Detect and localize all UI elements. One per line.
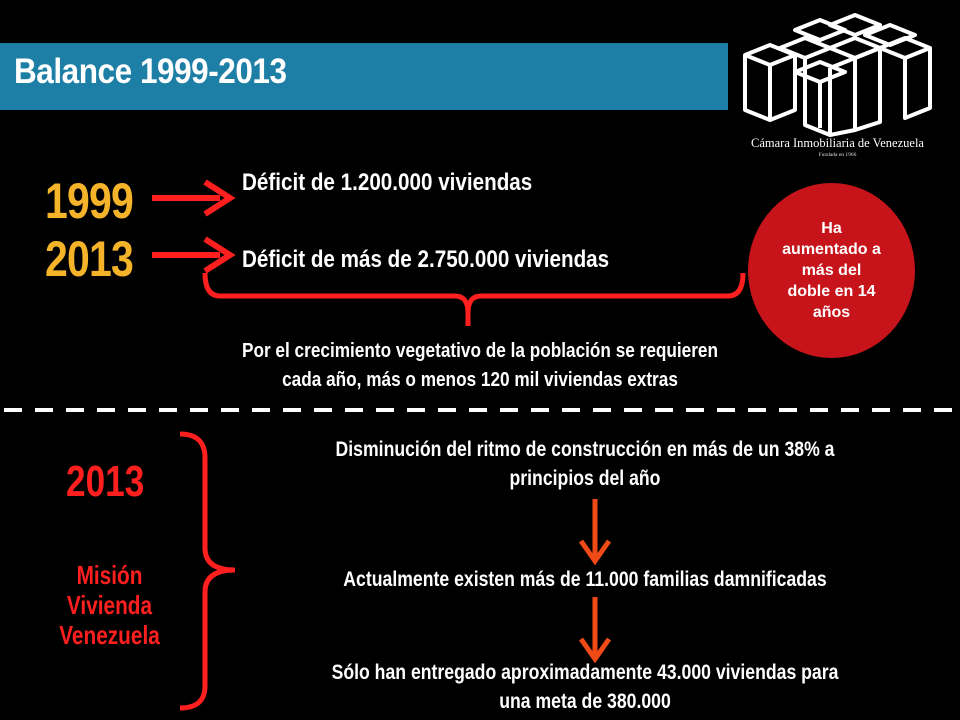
logo-founded: Fundada en 1966 bbox=[818, 152, 857, 158]
logo-name: Cámara Inmobiliaria de Venezuela bbox=[751, 136, 924, 150]
bracket-horizontal-icon bbox=[200, 268, 750, 330]
growth-note bbox=[153, 337, 807, 395]
year-1999: 1999 bbox=[45, 173, 133, 229]
item-construction-line2: principios del año bbox=[509, 467, 661, 490]
circle-note: Ha aumentado a más del doble en 14 años bbox=[782, 220, 881, 321]
year-2013-lower: 2013 bbox=[66, 457, 145, 506]
growth-note-line2: cada año, más o menos 120 mil viviendas extras bbox=[282, 369, 678, 391]
item-families: Actualmente existen más de 11.000 familias damnificadas bbox=[343, 568, 827, 591]
mission-line1: Misión bbox=[76, 560, 143, 590]
item-deliveries bbox=[270, 658, 900, 716]
slide-title: Balance 1999-2013 bbox=[14, 52, 287, 91]
item-construction-line1: Disminución del ritmo de construcción en más de un 38% a bbox=[335, 438, 835, 461]
deficit-1999: Déficit de 1.200.000 viviendas bbox=[242, 169, 533, 196]
mission-label bbox=[40, 560, 180, 650]
dashed-divider bbox=[0, 405, 960, 415]
item-deliveries-line1: Sólo han entregado aproximadamente 43.000 viviendas para bbox=[331, 661, 839, 684]
arrow-down-icon bbox=[577, 497, 613, 567]
arrow-down-icon bbox=[577, 595, 613, 665]
year-2013: 2013 bbox=[45, 231, 133, 287]
increase-circle bbox=[748, 183, 915, 358]
mission-line3: Venezuela bbox=[59, 620, 160, 650]
item-deliveries-line2: una meta de 380.000 bbox=[499, 690, 671, 713]
arrow-right-icon bbox=[150, 178, 240, 218]
deficit-2013: Déficit de más de 2.750.000 viviendas bbox=[242, 246, 610, 273]
growth-note-line1: Por el crecimiento vegetativo de la población se requieren bbox=[241, 340, 719, 362]
item-construction bbox=[274, 435, 896, 493]
mission-line2: Vivienda bbox=[66, 590, 153, 620]
curly-brace-icon bbox=[175, 428, 245, 713]
